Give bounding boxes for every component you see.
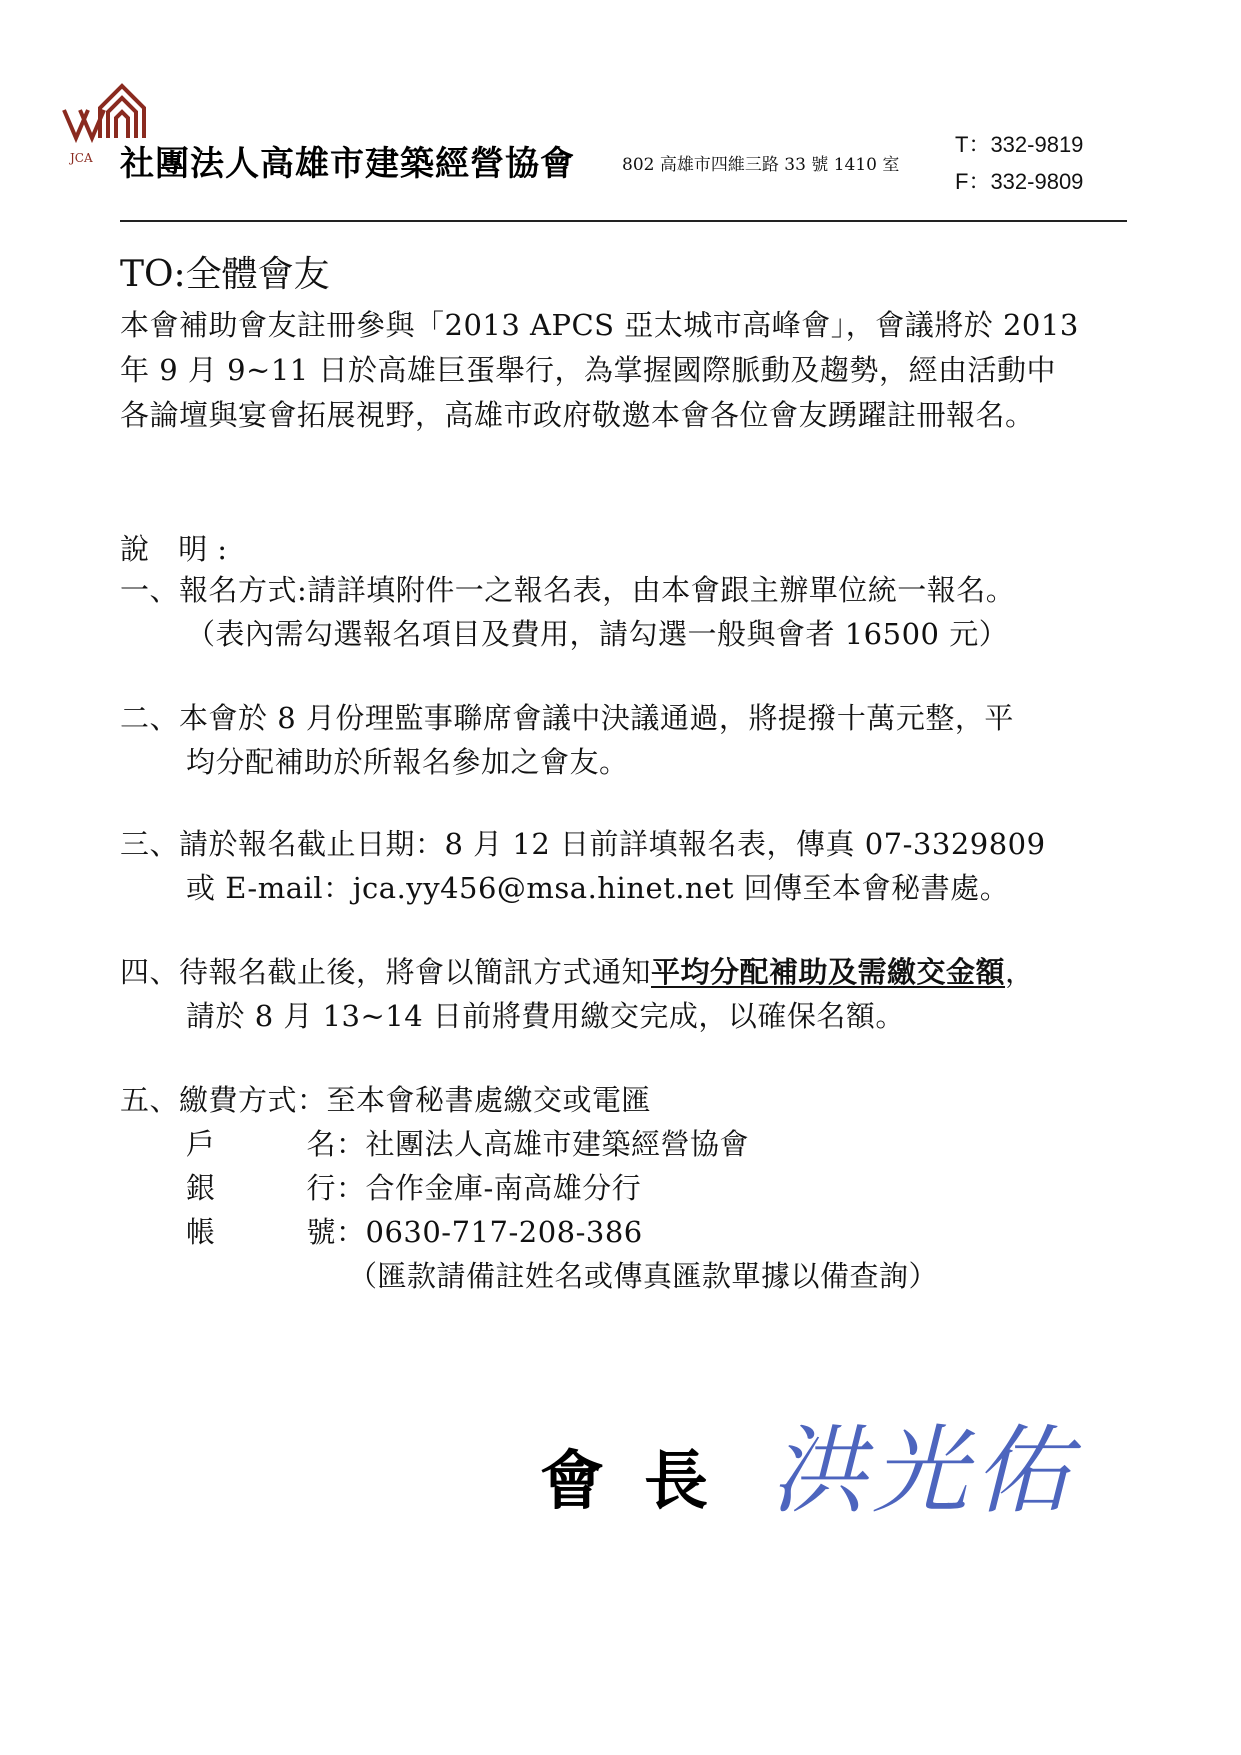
svg-text:洪光佑: 洪光佑 <box>770 1415 1076 1527</box>
item-notification <box>120 950 1035 1038</box>
intro-paragraph <box>120 303 1079 438</box>
item-line: 五、繳費方式：至本會秘書處繳交或電匯 <box>120 1083 652 1117</box>
explanation-heading: 說 明: <box>120 532 237 566</box>
header-divider <box>120 220 1127 222</box>
intro-line: 年 9 月 9~11 日於高雄巨蛋舉行，為掌握國際脈動及趨勢，經由活動中 <box>120 353 1056 387</box>
account-label: 行 <box>306 1171 336 1205</box>
account-row <box>120 1122 938 1166</box>
fax-number: F：332-9809 <box>955 169 1084 194</box>
intro-line: 本會補助會友註冊參與「2013 APCS 亞太城市高峰會」，會議將於 2013 <box>120 308 1079 342</box>
account-value: ：0630-717-208-386 <box>336 1215 643 1249</box>
item-line: （表內需勾選報名項目及費用，請勾選一般與會者 16500 元） <box>186 617 1009 651</box>
item-payment-method <box>120 1078 938 1298</box>
item-line: 二、本會於 8 月份理監事聯席會議中決議通過，將提撥十萬元整，平 <box>120 701 1014 735</box>
account-label: 戶 <box>186 1127 216 1161</box>
item-line: 請於 8 月 13~14 日前將費用繳交完成，以確保名額。 <box>186 999 905 1033</box>
remittance-note: （匯款請備註姓名或傳真匯款單據以備查詢） <box>348 1259 939 1293</box>
signatory-title: 會長 <box>540 1444 748 1519</box>
organization-address: 802 高雄市四維三路 33 號 1410 室 <box>622 155 900 175</box>
organization-name: 社團法人高雄市建築經營協會 <box>120 144 575 184</box>
account-label: 銀 <box>186 1171 216 1205</box>
item-text: ， <box>1005 955 1035 989</box>
account-label: 帳 <box>186 1215 216 1249</box>
handwritten-signature <box>770 1400 1100 1530</box>
intro-line: 各論壇與宴會拓展視野，高雄市政府敬邀本會各位會友踴躍註冊報名。 <box>120 398 1035 432</box>
recipient-line: TO:全體會友 <box>120 254 330 295</box>
account-value: ：合作金庫-南高雄分行 <box>336 1171 642 1205</box>
item-line: 一、報名方式:請詳填附件一之報名表，由本會跟主辦單位統一報名。 <box>120 573 1016 607</box>
svg-text:JCA: JCA <box>70 151 93 165</box>
item-deadline <box>120 822 1046 910</box>
item-line: 三、請於報名截止日期：8 月 12 日前詳填報名表，傳真 07-3329809 <box>120 827 1046 861</box>
item-registration-method <box>120 568 1015 656</box>
telephone-number: T：332-9819 <box>955 132 1084 157</box>
account-row <box>120 1166 938 1210</box>
item-line: 均分配補助於所報名參加之會友。 <box>186 745 629 779</box>
account-value: ：社團法人高雄市建築經營協會 <box>336 1127 750 1161</box>
item-line <box>120 950 1035 994</box>
item-line: 或 E-mail：jca.yy456@msa.hinet.net 回傳至本會秘書處。 <box>186 871 1010 905</box>
item-text: 四、待報名截止後，將會以簡訊方式通知 <box>120 955 652 989</box>
account-label: 名 <box>306 1127 336 1161</box>
account-label: 號 <box>306 1215 336 1249</box>
emphasized-text: 平均分配補助及需繳交金額 <box>651 955 1006 989</box>
account-row <box>120 1210 938 1254</box>
item-subsidy <box>120 696 1014 784</box>
